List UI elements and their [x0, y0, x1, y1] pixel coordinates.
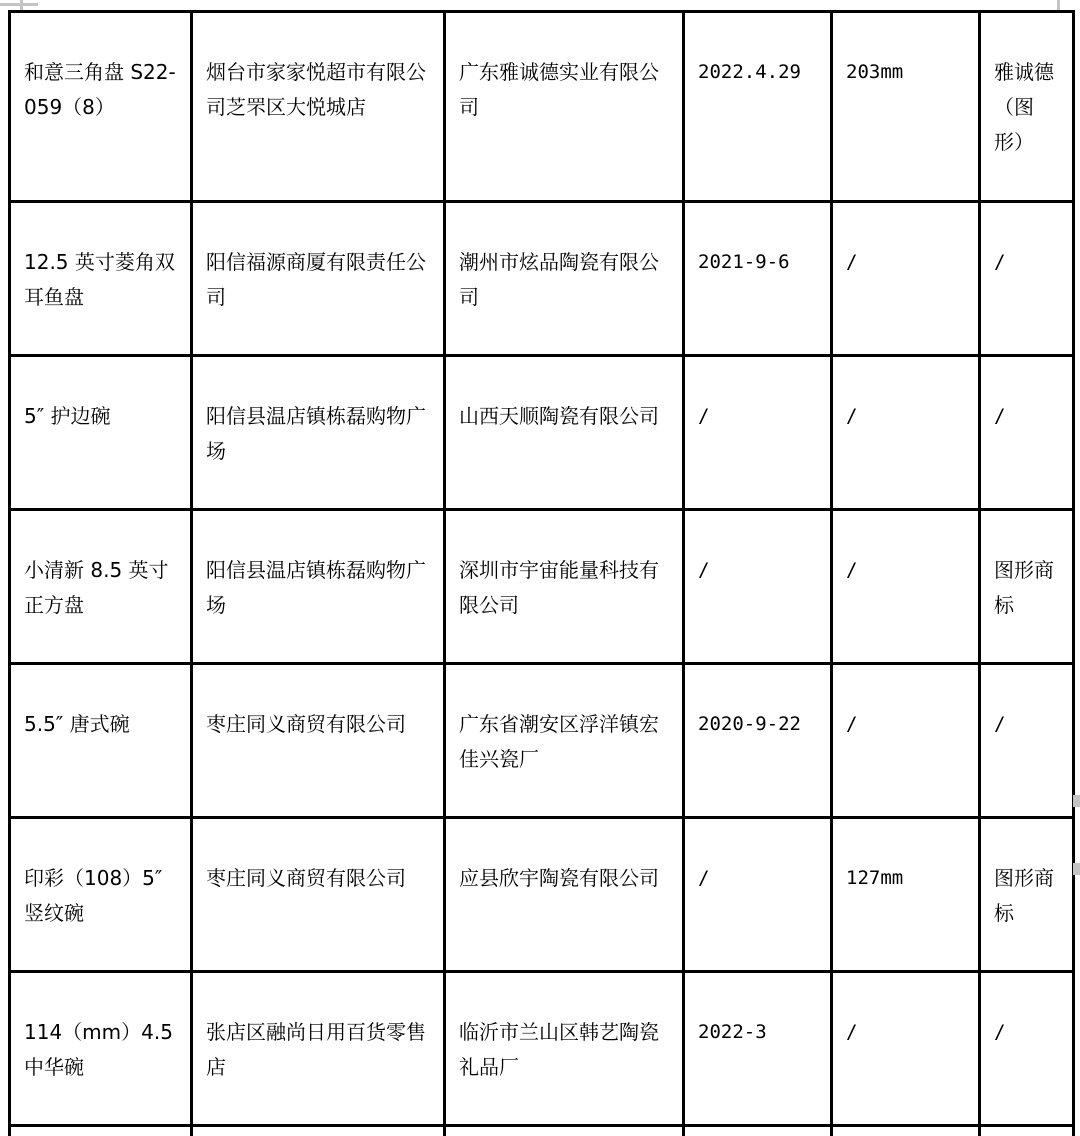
table-cell: 127mm	[832, 818, 980, 972]
table-cell	[832, 1126, 980, 1136]
product-table	[8, 10, 1075, 1136]
table-cell: 2022.4.29	[684, 12, 832, 202]
table-cell	[980, 1126, 1074, 1136]
table-row	[10, 972, 1074, 1126]
product-table-body	[10, 12, 1074, 1136]
page-edge-artifact	[20, 0, 23, 10]
table-cell: 5.5″ 唐式碗	[10, 664, 192, 818]
table-cell: /	[832, 664, 980, 818]
table-cell: 枣庄同义商贸有限公司	[192, 818, 445, 972]
table-cell: /	[832, 356, 980, 510]
table-row	[10, 1126, 1074, 1136]
table-cell: 2021-9-6	[684, 202, 832, 356]
table-cell	[10, 1126, 192, 1136]
table-cell: /	[980, 356, 1074, 510]
table-cell: 12.5 英寸菱角双耳鱼盘	[10, 202, 192, 356]
table-cell: 阳信福源商厦有限责任公司	[192, 202, 445, 356]
table-cell: 2020-9-22	[684, 664, 832, 818]
table-cell: 雅诚德（图形）	[980, 12, 1074, 202]
table-cell: /	[980, 202, 1074, 356]
table-cell: 张店区融尚日用百货零售店	[192, 972, 445, 1126]
table-cell: 小清新 8.5 英寸正方盘	[10, 510, 192, 664]
table-row	[10, 664, 1074, 818]
table-cell: 应县欣宇陶瓷有限公司	[445, 818, 684, 972]
table-cell: /	[684, 818, 832, 972]
table-cell: 印彩（108）5″ 竖纹碗	[10, 818, 192, 972]
table-cell: /	[980, 664, 1074, 818]
table-cell: 5″ 护边碗	[10, 356, 192, 510]
table-cell: /	[684, 356, 832, 510]
table-cell: 广东雅诚德实业有限公司	[445, 12, 684, 202]
table-cell: /	[684, 510, 832, 664]
table-cell: 2022-3	[684, 972, 832, 1126]
table-cell: 枣庄同义商贸有限公司	[192, 664, 445, 818]
table-cell: 山西天顺陶瓷有限公司	[445, 356, 684, 510]
table-cell: 阳信县温店镇栋磊购物广场	[192, 510, 445, 664]
table-cell	[684, 1126, 832, 1136]
table-row	[10, 818, 1074, 972]
table-cell: 广东省潮安区浮洋镇宏佳兴瓷厂	[445, 664, 684, 818]
table-cell: /	[980, 972, 1074, 1126]
table-cell: 图形商标	[980, 510, 1074, 664]
table-cell: 深圳市宇宙能量科技有限公司	[445, 510, 684, 664]
table-cell: 潮州市炫品陶瓷有限公司	[445, 202, 684, 356]
table-resize-handle-artifact	[1073, 863, 1080, 875]
table-cell: /	[832, 202, 980, 356]
table-cell: 和意三角盘 S22-059（8）	[10, 12, 192, 202]
table-row	[10, 12, 1074, 202]
table-cell	[445, 1126, 684, 1136]
table-row	[10, 356, 1074, 510]
table-resize-handle-artifact	[1073, 795, 1080, 807]
table-cell: 203mm	[832, 12, 980, 202]
table-cell: 114（mm）4.5 中华碗	[10, 972, 192, 1126]
table-cell: /	[832, 510, 980, 664]
page-edge-artifact	[0, 3, 38, 6]
table-cell: 烟台市家家悦超市有限公司芝罘区大悦城店	[192, 12, 445, 202]
table-cell: 临沂市兰山区韩艺陶瓷礼品厂	[445, 972, 684, 1126]
table-cell	[192, 1126, 445, 1136]
page-edge-artifact	[1057, 0, 1060, 10]
table-row	[10, 202, 1074, 356]
table-cell: 阳信县温店镇栋磊购物广场	[192, 356, 445, 510]
table-cell: 图形商标	[980, 818, 1074, 972]
table-cell: /	[832, 972, 980, 1126]
table-row	[10, 510, 1074, 664]
